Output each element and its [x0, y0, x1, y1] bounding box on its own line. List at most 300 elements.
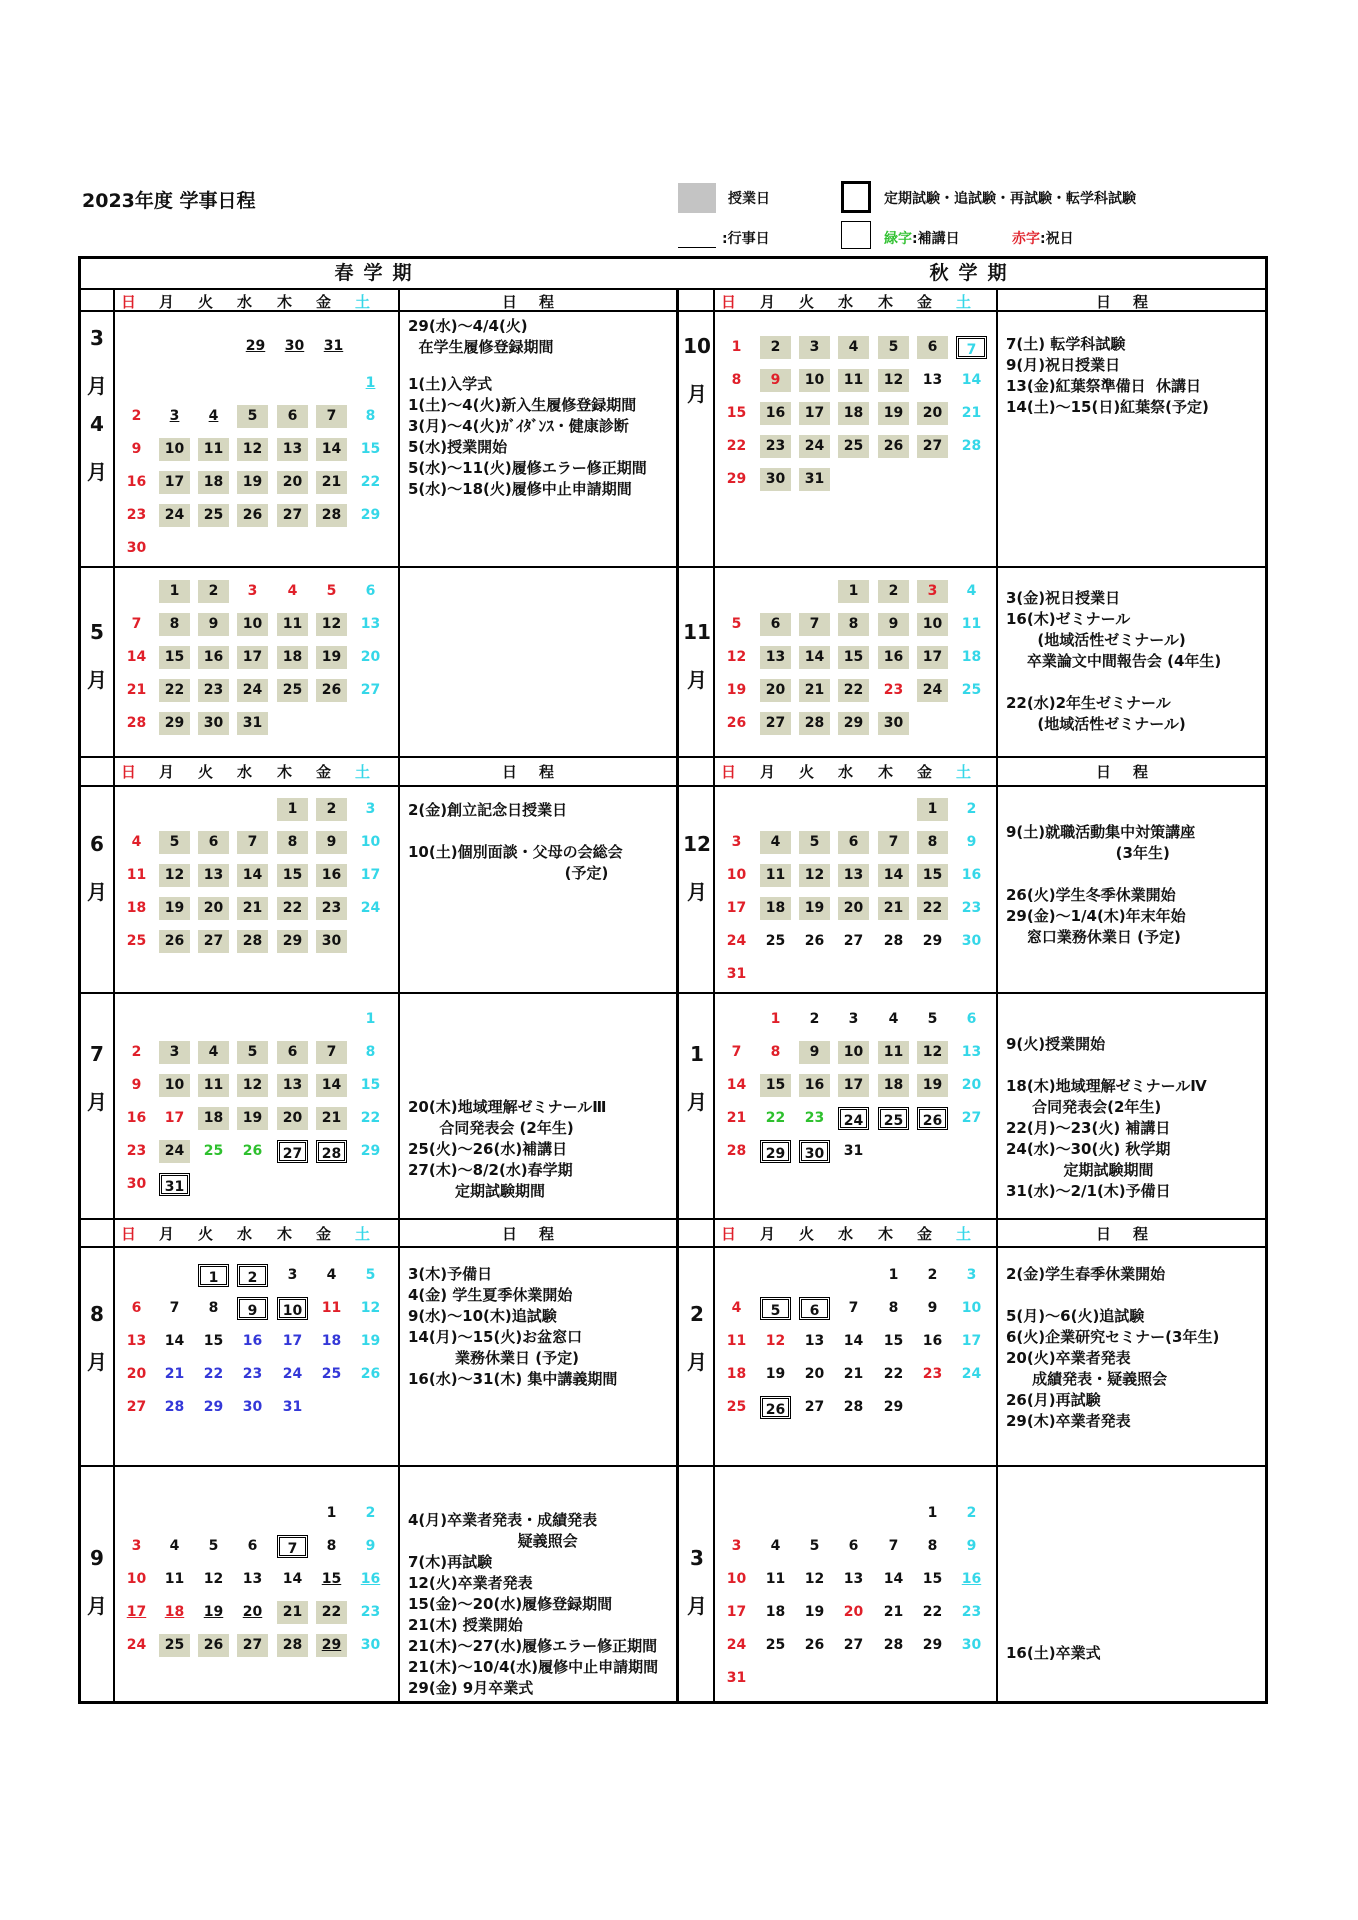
month-unit: 月 [687, 668, 707, 692]
calendar-day: 1 [770, 1011, 781, 1027]
calendar-day: 13 [277, 438, 308, 461]
calendar-day: 3 [966, 1267, 977, 1283]
calendar-day: 4 [888, 1011, 899, 1027]
calendar-day: 29 [360, 507, 381, 523]
month-label-oct [680, 322, 714, 418]
month-label-sep [80, 1534, 114, 1630]
calendar-day: 8 [888, 1300, 899, 1316]
calendar-day: 22 [726, 438, 747, 454]
month-unit: 月 [687, 1350, 707, 1374]
calendar-day: 24 [917, 679, 948, 702]
calendar-day: 14 [799, 646, 830, 669]
calendar-day: 6 [247, 1538, 258, 1554]
weekday-header: 木 [878, 292, 894, 311]
calendar-day: 18 [961, 649, 982, 665]
weekday-header: 月 [760, 292, 776, 311]
calendar-day: 2 [927, 1267, 938, 1283]
calendar-day: 25 [838, 435, 869, 458]
calendar-day: 8 [917, 831, 948, 854]
calendar-day: 2 [131, 1044, 142, 1060]
calendar-day: 9 [878, 613, 909, 636]
calendar-day: 9 [966, 834, 977, 850]
weekday-header: 金 [917, 292, 933, 311]
calendar-day: 28 [316, 1140, 347, 1163]
calendar-day: 19 [765, 1366, 786, 1382]
calendar-day: 25 [159, 1634, 190, 1657]
calendar-day: 19 [203, 1604, 224, 1620]
weekday-header: 水 [838, 292, 854, 311]
calendar-day: 23 [242, 1366, 263, 1382]
calendar-day: 26 [360, 1366, 381, 1382]
month-label-aug [80, 1290, 114, 1386]
calendar-day: 12 [804, 1571, 825, 1587]
calendar-day: 6 [848, 1538, 859, 1554]
schedule-header: 日程 [1096, 1224, 1171, 1243]
month-unit: 月 [87, 668, 107, 692]
calendar-day: 28 [843, 1399, 864, 1415]
page-title: 2023年度 学事日程 [82, 190, 256, 212]
calendar-day: 31 [282, 1399, 303, 1415]
calendar-day: 17 [917, 646, 948, 669]
calendar-day: 7 [956, 336, 987, 359]
calendar-day: 1 [326, 1505, 337, 1521]
calendar-day: 11 [321, 1300, 342, 1316]
calendar-day: 10 [917, 613, 948, 636]
calendar-day: 4 [731, 1300, 742, 1316]
calendar-day: 12 [159, 864, 190, 887]
calendar-day: 29 [838, 712, 869, 735]
calendar-day: 25 [878, 1107, 909, 1130]
calendar-day: 29 [922, 933, 943, 949]
month-label-mar2 [680, 1534, 714, 1630]
month-label-dec [680, 820, 714, 916]
calendar-day: 23 [126, 1143, 147, 1159]
calendar-day: 15 [917, 864, 948, 887]
calendar-day: 7 [731, 1044, 742, 1060]
calendar-day: 3 [848, 1011, 859, 1027]
calendar-day: 11 [878, 1041, 909, 1064]
legend-makeup [884, 228, 960, 248]
calendar-day: 27 [843, 933, 864, 949]
calendar-day: 1 [198, 1264, 229, 1287]
legend-holiday [1012, 228, 1074, 248]
weekday-header: 木 [878, 1224, 894, 1243]
calendar-day: 7 [277, 1535, 308, 1558]
calendar-day: 4 [966, 583, 977, 599]
calendar-day: 28 [799, 712, 830, 735]
calendar-day: 13 [360, 616, 381, 632]
calendar-day: 5 [878, 336, 909, 359]
calendar-day: 15 [360, 441, 381, 457]
calendar-day: 18 [126, 900, 147, 916]
calendar-day: 16 [799, 1074, 830, 1097]
calendar-day: 9 [316, 831, 347, 854]
legend-holiday-prefix: 赤字 [1012, 231, 1040, 247]
weekday-header: 金 [316, 292, 332, 311]
legend-makeup-label: :補講日 [912, 231, 960, 247]
weekday-header: 金 [917, 1224, 933, 1243]
calendar-day: 21 [843, 1366, 864, 1382]
calendar-day: 21 [799, 679, 830, 702]
calendar-day: 26 [316, 679, 347, 702]
weekday-header: 木 [878, 762, 894, 781]
calendar-day: 14 [726, 1077, 747, 1093]
calendar-day: 25 [765, 1637, 786, 1653]
calendar-day: 30 [961, 933, 982, 949]
weekday-header: 水 [237, 762, 253, 781]
calendar-day: 26 [726, 715, 747, 731]
calendar-day: 26 [878, 435, 909, 458]
calendar-day: 27 [126, 1399, 147, 1415]
month-events-jun: 2(金)創立記念日授業日 10(土)個別面談・父母の会総会 (予定) [408, 801, 623, 882]
calendar-day: 6 [799, 1297, 830, 1320]
calendar-day: 1 [365, 1011, 376, 1027]
calendar-day: 9 [365, 1538, 376, 1554]
calendar-day: 1 [277, 798, 308, 821]
calendar-day: 21 [316, 1107, 347, 1130]
calendar-day: 6 [277, 1041, 308, 1064]
calendar-day: 19 [726, 682, 747, 698]
calendar-day: 26 [804, 1637, 825, 1653]
calendar-day: 21 [277, 1601, 308, 1624]
calendar-day: 21 [316, 471, 347, 494]
legend-makeup-prefix: 緑字 [884, 231, 912, 247]
calendar-day: 11 [198, 438, 229, 461]
calendar-day: 10 [159, 1074, 190, 1097]
calendar-day: 27 [843, 1637, 864, 1653]
calendar-day: 20 [277, 471, 308, 494]
calendar-day: 5 [731, 616, 742, 632]
class-day-swatch [678, 183, 716, 213]
calendar-day: 10 [277, 1297, 308, 1320]
calendar-day: 17 [282, 1333, 303, 1349]
month-label-jun [80, 820, 114, 916]
semester-divider [676, 288, 679, 1702]
calendar-day: 4 [208, 408, 219, 424]
weekday-header: 土 [956, 1224, 972, 1243]
calendar-day: 12 [237, 1074, 268, 1097]
month-label-nov [680, 608, 714, 704]
calendar-day: 5 [799, 831, 830, 854]
calendar-day: 20 [843, 1604, 864, 1620]
row-divider [80, 566, 1266, 568]
calendar-day: 16 [360, 1571, 381, 1587]
calendar-day: 1 [888, 1267, 899, 1283]
calendar-day: 29 [277, 930, 308, 953]
month-number: 3 [90, 326, 104, 350]
calendar-day: 11 [838, 369, 869, 392]
calendar-day: 17 [126, 1604, 147, 1620]
calendar-day: 28 [126, 715, 147, 731]
row-divider [80, 992, 1266, 994]
calendar-day: 27 [760, 712, 791, 735]
calendar-day: 20 [917, 402, 948, 425]
calendar-day: 16 [878, 646, 909, 669]
calendar-day: 10 [360, 834, 381, 850]
weekday-header: 月 [159, 762, 175, 781]
calendar-day: 8 [927, 1538, 938, 1554]
schedule-header: 日程 [502, 1224, 577, 1243]
calendar-day: 15 [277, 864, 308, 887]
calendar-day: 29 [203, 1399, 224, 1415]
calendar-day: 28 [883, 1637, 904, 1653]
calendar-day: 8 [770, 1044, 781, 1060]
calendar-day: 10 [799, 369, 830, 392]
calendar-day: 29 [245, 338, 266, 354]
calendar-day: 13 [126, 1333, 147, 1349]
calendar-day: 21 [961, 405, 982, 421]
calendar-day: 24 [726, 1637, 747, 1653]
calendar-day: 31 [843, 1143, 864, 1159]
month-number: 9 [90, 1546, 104, 1570]
weekday-header: 木 [277, 1224, 293, 1243]
legend-holiday-label: :祝日 [1040, 231, 1074, 247]
month-unit: 月 [87, 880, 107, 904]
calendar-day: 16 [961, 867, 982, 883]
calendar-day: 2 [809, 1011, 820, 1027]
calendar-day: 9 [927, 1300, 938, 1316]
weekday-header: 日 [721, 292, 737, 311]
calendar-day: 23 [760, 435, 791, 458]
calendar-day: 19 [316, 646, 347, 669]
calendar-day: 25 [726, 1399, 747, 1415]
calendar-day: 23 [198, 679, 229, 702]
exam-swatch [841, 181, 871, 213]
calendar-day: 23 [360, 1604, 381, 1620]
calendar-day: 14 [843, 1333, 864, 1349]
schedule-header: 日程 [1096, 762, 1171, 781]
calendar-day: 2 [131, 408, 142, 424]
calendar-day: 24 [726, 933, 747, 949]
calendar-day: 7 [316, 405, 347, 428]
calendar-day: 26 [198, 1634, 229, 1657]
calendar-day: 28 [164, 1399, 185, 1415]
calendar-day: 19 [799, 897, 830, 920]
calendar-day: 3 [917, 580, 948, 603]
calendar-day: 5 [927, 1011, 938, 1027]
calendar-day: 26 [760, 1396, 791, 1419]
calendar-day: 19 [237, 471, 268, 494]
calendar-day: 29 [360, 1143, 381, 1159]
month-unit: 月 [87, 1350, 107, 1374]
calendar-day: 26 [159, 930, 190, 953]
calendar-day: 28 [277, 1634, 308, 1657]
calendar-day: 13 [961, 1044, 982, 1060]
calendar-day: 15 [203, 1333, 224, 1349]
month-number: 11 [683, 620, 711, 644]
calendar-day: 8 [208, 1300, 219, 1316]
calendar-day: 14 [126, 649, 147, 665]
calendar-day: 13 [277, 1074, 308, 1097]
calendar-day: 4 [326, 1267, 337, 1283]
calendar-day: 14 [883, 1571, 904, 1587]
row-divider [80, 1465, 1266, 1467]
month-label-feb [680, 1290, 714, 1386]
calendar-day: 12 [765, 1333, 786, 1349]
calendar-day: 19 [159, 897, 190, 920]
calendar-day: 26 [804, 933, 825, 949]
calendar-day: 31 [726, 1670, 747, 1686]
calendar-day: 29 [883, 1399, 904, 1415]
calendar-day: 16 [198, 646, 229, 669]
calendar-day: 25 [961, 682, 982, 698]
column-divider [398, 288, 400, 1702]
calendar-day: 12 [799, 864, 830, 887]
calendar-day: 30 [760, 468, 791, 491]
calendar-day: 16 [316, 864, 347, 887]
calendar-day: 11 [760, 864, 791, 887]
calendar-day: 26 [242, 1143, 263, 1159]
month-unit: 月 [687, 1594, 707, 1618]
month-number: 8 [90, 1302, 104, 1326]
weekday-header: 日 [121, 762, 137, 781]
calendar-day: 10 [838, 1041, 869, 1064]
column-divider [113, 288, 115, 1702]
calendar-day: 22 [917, 897, 948, 920]
calendar-day: 1 [365, 375, 376, 391]
calendar-day: 20 [804, 1366, 825, 1382]
calendar-day: 27 [804, 1399, 825, 1415]
calendar-day: 17 [961, 1333, 982, 1349]
calendar-day: 23 [126, 507, 147, 523]
calendar-day: 21 [726, 1110, 747, 1126]
calendar-day: 20 [961, 1077, 982, 1093]
calendar-day: 8 [365, 408, 376, 424]
calendar-day: 17 [799, 402, 830, 425]
calendar-day: 10 [237, 613, 268, 636]
calendar-day: 24 [126, 1637, 147, 1653]
calendar-day: 18 [878, 1074, 909, 1097]
month-events-apr: 1(土)入学式 1(土)～4(火)新入生履修登録期間 3(月)～4(火)ｶﾞｲﾀﾞﾝｽ・健康診断 5(水)授業開始 5(水)～11(火)履修エラー修正期間 5(水)～18(火)履修中止申請期間 [408, 375, 647, 498]
calendar-day: 18 [838, 402, 869, 425]
calendar-day: 1 [159, 580, 190, 603]
calendar-day: 21 [164, 1366, 185, 1382]
calendar-day: 7 [237, 831, 268, 854]
calendar-day: 4 [169, 1538, 180, 1554]
calendar-day: 11 [164, 1571, 185, 1587]
calendar-day: 21 [883, 1604, 904, 1620]
month-number: 6 [90, 832, 104, 856]
calendar-day: 27 [917, 435, 948, 458]
calendar-day: 22 [203, 1366, 224, 1382]
calendar-day: 5 [237, 405, 268, 428]
calendar-day: 13 [242, 1571, 263, 1587]
calendar-day: 15 [883, 1333, 904, 1349]
calendar-day: 29 [159, 712, 190, 735]
calendar-day: 11 [726, 1333, 747, 1349]
calendar-day: 2 [316, 798, 347, 821]
calendar-day: 6 [838, 831, 869, 854]
month-label-mar [80, 314, 114, 410]
calendar-day: 8 [277, 831, 308, 854]
calendar-day: 6 [365, 583, 376, 599]
row-divider [80, 1246, 1266, 1248]
calendar-day: 27 [961, 1110, 982, 1126]
weekday-header: 水 [237, 292, 253, 311]
column-divider [713, 288, 715, 1702]
spring-semester-title: 春学期 [334, 262, 422, 284]
calendar-day: 2 [365, 1505, 376, 1521]
calendar-day: 6 [131, 1300, 142, 1316]
calendar-day: 30 [878, 712, 909, 735]
month-unit: 月 [87, 460, 107, 484]
weekday-header: 水 [237, 1224, 253, 1243]
schedule-header: 日程 [1096, 292, 1171, 311]
month-events-mar: 29(水)～4/4(火) 在学生履修登録期間 [408, 317, 554, 356]
calendar-day: 9 [760, 369, 791, 392]
calendar-day: 19 [360, 1333, 381, 1349]
weekday-header: 金 [316, 1224, 332, 1243]
month-number: 10 [683, 334, 711, 358]
weekday-header: 木 [277, 762, 293, 781]
calendar-day: 25 [203, 1143, 224, 1159]
calendar-day: 17 [838, 1074, 869, 1097]
month-events-jul: 20(木)地域理解ゼミナールⅢ 合同発表会 (2年生) 25(火)～26(水)補講日 27(木)～8/2(水)春学期 定期試験期間 [408, 1098, 607, 1200]
calendar-day: 4 [287, 583, 298, 599]
calendar-day: 23 [961, 900, 982, 916]
calendar-day: 25 [321, 1366, 342, 1382]
legend-event-day: :行事日 [722, 231, 770, 247]
schedule-header: 日程 [502, 762, 577, 781]
calendar-day: 23 [922, 1366, 943, 1382]
month-unit: 月 [87, 374, 107, 398]
calendar-day: 20 [760, 679, 791, 702]
calendar-day: 7 [169, 1300, 180, 1316]
calendar-day: 24 [961, 1366, 982, 1382]
column-divider [996, 288, 998, 1702]
calendar-day: 2 [878, 580, 909, 603]
calendar-day: 17 [360, 867, 381, 883]
month-number: 1 [690, 1042, 704, 1066]
calendar-day: 5 [365, 1267, 376, 1283]
calendar-day: 16 [126, 1110, 147, 1126]
calendar-day: 19 [878, 402, 909, 425]
month-events-jan: 9(火)授業開始 18(木)地域理解ゼミナールⅣ 合同発表会(2年生) 22(月)～23(火) 補講日 24(水)～30(火) 秋学期 定期試験期間 31(水)～2/1(木)予備日 [1006, 1035, 1207, 1200]
calendar-day: 27 [237, 1634, 268, 1657]
calendar-day: 19 [804, 1604, 825, 1620]
weekday-header: 日 [721, 1224, 737, 1243]
calendar-day: 1 [927, 1505, 938, 1521]
weekday-header: 月 [159, 1224, 175, 1243]
month-number: 3 [690, 1546, 704, 1570]
calendar-day: 3 [247, 583, 258, 599]
calendar-day: 8 [365, 1044, 376, 1060]
calendar-day: 7 [888, 1538, 899, 1554]
calendar-day: 30 [284, 338, 305, 354]
calendar-day: 3 [365, 801, 376, 817]
calendar-day: 27 [277, 504, 308, 527]
calendar-day: 14 [237, 864, 268, 887]
calendar-day: 4 [838, 336, 869, 359]
weekday-header: 水 [838, 1224, 854, 1243]
calendar-day: 28 [883, 933, 904, 949]
calendar-day: 13 [838, 864, 869, 887]
calendar-day: 5 [326, 583, 337, 599]
calendar-day: 25 [126, 933, 147, 949]
calendar-day: 9 [237, 1297, 268, 1320]
calendar-day: 24 [159, 1140, 190, 1163]
calendar-day: 30 [360, 1637, 381, 1653]
calendar-day: 13 [198, 864, 229, 887]
calendar-day: 7 [316, 1041, 347, 1064]
calendar-day: 10 [126, 1571, 147, 1587]
calendar-day: 24 [799, 435, 830, 458]
calendar-day: 12 [316, 613, 347, 636]
calendar-day: 22 [316, 1601, 347, 1624]
calendar-day: 31 [159, 1173, 190, 1196]
calendar-day: 29 [922, 1637, 943, 1653]
calendar-day: 18 [164, 1604, 185, 1620]
